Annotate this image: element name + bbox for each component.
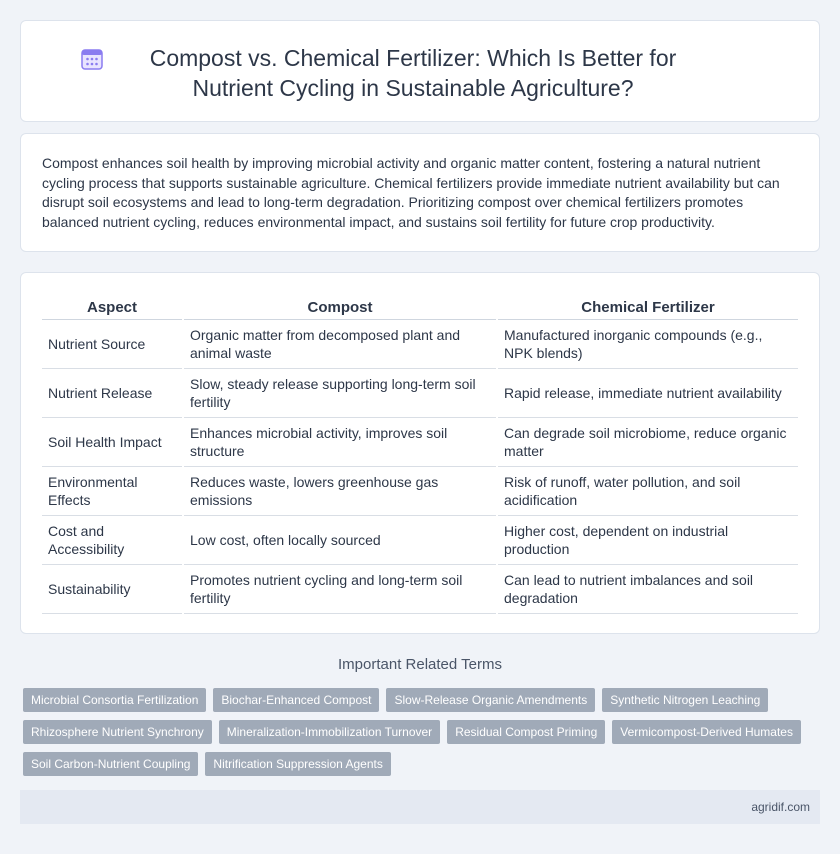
- related-terms-heading: Important Related Terms: [338, 656, 502, 673]
- row-compost: Enhances microbial activity, improves soil structure: [183, 417, 497, 466]
- row-chemical: Rapid release, immediate nutrient availability: [497, 368, 798, 417]
- row-compost: Low cost, often locally sourced: [183, 515, 497, 564]
- page-title: Compost vs. Chemical Fertilizer: Which Is Better for Nutrient Cycling in Sustainable Agriculture?: [149, 45, 677, 101]
- term-tag[interactable]: Mineralization-Immobilization Turnover: [219, 720, 440, 744]
- table-row: [42, 515, 798, 564]
- term-tag[interactable]: Microbial Consortia Fertilization: [23, 688, 206, 712]
- header-aspect: Aspect: [42, 297, 183, 319]
- row-aspect: Sustainability: [42, 564, 183, 613]
- row-compost: Organic matter from decomposed plant and animal waste: [183, 319, 497, 368]
- row-aspect: Nutrient Release: [42, 368, 183, 417]
- table-row: [42, 564, 798, 613]
- row-chemical: Risk of runoff, water pollution, and soil acidification: [497, 466, 798, 515]
- term-tag[interactable]: Soil Carbon-Nutrient Coupling: [23, 752, 198, 776]
- row-aspect: Nutrient Source: [42, 319, 183, 368]
- row-chemical: Can degrade soil microbiome, reduce organic matter: [497, 417, 798, 466]
- header-chemical-fertilizer: Chemical Fertilizer: [497, 297, 798, 319]
- intro-card: [20, 133, 820, 252]
- table-row: [42, 466, 798, 515]
- term-tag[interactable]: Vermicompost-Derived Humates: [612, 720, 801, 744]
- table-row: [42, 417, 798, 466]
- footer: [20, 790, 820, 824]
- comparison-table: [42, 297, 798, 614]
- term-tag[interactable]: Residual Compost Priming: [447, 720, 605, 744]
- row-aspect: Cost and Accessibility: [42, 515, 183, 564]
- related-terms-list: [23, 688, 813, 776]
- row-chemical: Can lead to nutrient imbalances and soil degradation: [497, 564, 798, 613]
- term-tag[interactable]: Rhizosphere Nutrient Synchrony: [23, 720, 212, 744]
- row-aspect: Environmental Effects: [42, 466, 183, 515]
- title-card: [20, 20, 820, 122]
- header-compost: Compost: [183, 297, 497, 319]
- term-tag[interactable]: Slow-Release Organic Amendments: [386, 688, 595, 712]
- row-chemical: Higher cost, dependent on industrial production: [497, 515, 798, 564]
- comparison-card: [20, 272, 820, 634]
- row-compost: Slow, steady release supporting long-term soil fertility: [183, 368, 497, 417]
- table-row: [42, 368, 798, 417]
- term-tag[interactable]: Synthetic Nitrogen Leaching: [602, 688, 768, 712]
- table-header-row: [42, 297, 798, 319]
- table-row: [42, 319, 798, 368]
- row-chemical: Manufactured inorganic compounds (e.g., NPK blends): [497, 319, 798, 368]
- intro-paragraph: Compost enhances soil health by improving microbial activity and organic matter content, fostering a natural nutrient cycling process that supports sustainable agriculture. Chemical fertilizers provide immediate nutrient availability but can disrupt soil ecosystems and lead to long-term degradation. Prioritizing compost over chemical fertilizers promotes balanced nutrient cycling, reduces environmental impact, and sustains soil fertility for future crop productivity.: [42, 155, 780, 230]
- row-compost: Reduces waste, lowers greenhouse gas emissions: [183, 466, 497, 515]
- row-compost: Promotes nutrient cycling and long-term soil fertility: [183, 564, 497, 613]
- footer-site-link[interactable]: agridif.com: [751, 800, 810, 814]
- term-tag[interactable]: Nitrification Suppression Agents: [205, 752, 390, 776]
- row-aspect: Soil Health Impact: [42, 417, 183, 466]
- term-tag[interactable]: Biochar-Enhanced Compost: [213, 688, 379, 712]
